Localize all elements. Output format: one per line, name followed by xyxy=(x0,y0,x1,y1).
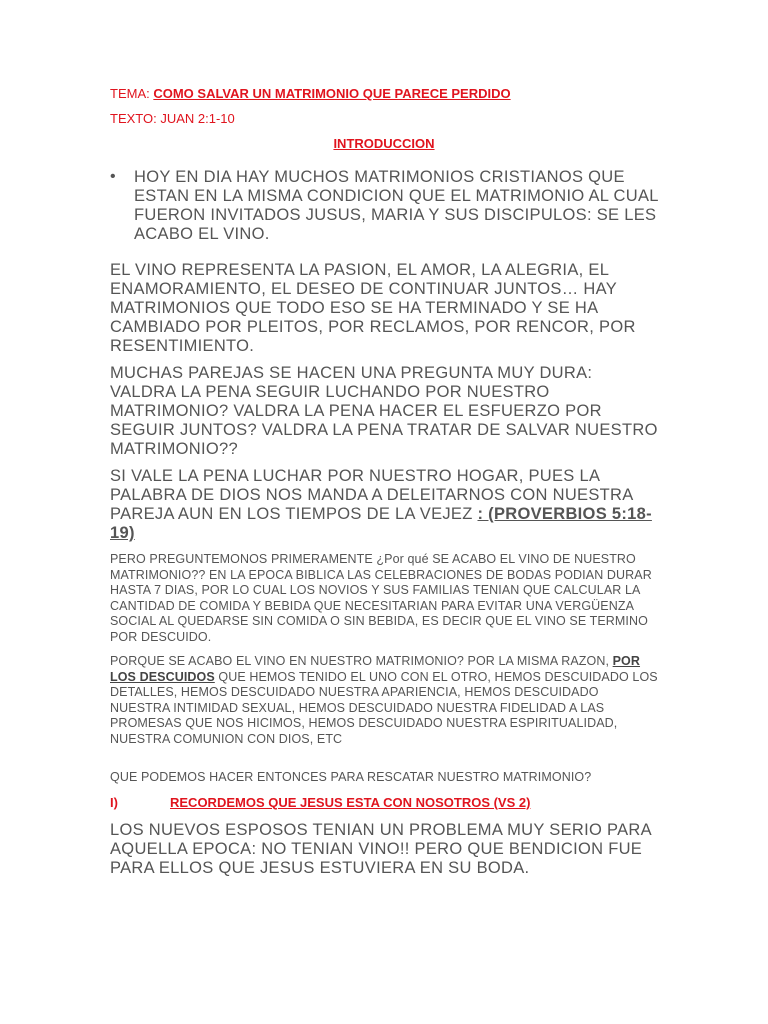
proverbios-reference: : (PROVERBIOS 5:18-19) xyxy=(110,505,652,542)
tema-label: TEMA: xyxy=(110,86,154,101)
paragraph-descuidos-end: QUE HEMOS TENIDO EL UNO CON EL OTRO, HEMOS DESCUIDADO LOS DETALLES, HEMOS DESCUIDADO NUESTRA APARIENCIA, HEMOS DESCUIDADO NUESTRA INTIMIDAD SEXUAL, HEMOS DESCUIDADO NUESTRA FIDELIDAD A LAS PROMESAS QUE NOS HICIMOS, HEMOS DESCUIDADO NUESTRA ESPIRITUALIDAD, NUESTRA COMUNION CON DIOS, ETC xyxy=(110,669,658,746)
bullet-dot-icon: • xyxy=(110,168,116,185)
paragraph-vino: EL VINO REPRESENTA LA PASION, EL AMOR, LA ALEGRIA, EL ENAMORAMIENTO, EL DESEO DE CONTINUAR JUNTOS… HAY MATRIMONIOS QUE TODO ESO SE HA TERMINADO Y SE HA CAMBIADO POR PLEITOS, POR RECLAMOS, POR RENCOR, POR RESENTIMIENTO. xyxy=(110,261,636,355)
section-number: I) xyxy=(110,795,118,810)
paragraph-vale-la-pena xyxy=(110,467,662,543)
tema-title: COMO SALVAR UN MATRIMONIO QUE PARECE PERDIDO xyxy=(153,86,511,101)
paragraph-rescatar: QUE PODEMOS HACER ENTONCES PARA RESCATAR NUESTRO MATRIMONIO? xyxy=(110,770,592,784)
paragraph-vale-la-pena-text: SI VALE LA PENA LUCHAR POR NUESTRO HOGAR, PUES LA PALABRA DE DIOS NOS MANDA A DELEITARNOS CON NUESTRA PAREJA AUN EN LOS TIEMPOS DE LA VEJEZ xyxy=(110,467,633,523)
paragraph-descuidos xyxy=(110,654,658,748)
paragraph-preguntas: MUCHAS PAREJAS SE HACEN UNA PREGUNTA MUY DURA: VALDRA LA PENA SEGUIR LUCHANDO POR NUESTRO MATRIMONIO? VALDRA LA PENA HACER EL ESFUERZO POR SEGUIR JUNTOS? VALDRA LA PENA TRATAR DE SALVAR NUESTRO MATRIMONIO?? xyxy=(110,364,658,458)
texto-line: TEXTO: JUAN 2:1-10 xyxy=(110,111,235,126)
introduccion-heading: INTRODUCCION xyxy=(333,136,435,151)
tema-line xyxy=(110,86,511,101)
section-title: RECORDEMOS QUE JESUS ESTA CON NOSOTROS (VS 2) xyxy=(170,795,531,810)
paragraph-descuidos-start: PORQUE SE ACABO EL VINO EN NUESTRO MATRIMONIO? POR LA MISMA RAZON, xyxy=(110,654,613,668)
por-los-descuidos-emphasis: POR LOS DESCUIDOS xyxy=(110,654,641,684)
bullet-text: HOY EN DIA HAY MUCHOS MATRIMONIOS CRISTIANOS QUE ESTAN EN LA MISMA CONDICION QUE EL MATRIMONIO AL CUAL FUERON INVITADOS JUSUS, MARIA Y SUS DISCIPULOS: SE LES ACABO EL VINO. xyxy=(134,168,659,243)
paragraph-epoca-biblica: PERO PREGUNTEMONOS PRIMERAMENTE ¿Por qué SE ACABO EL VINO DE NUESTRO MATRIMONIO?? EN LA EPOCA BIBLICA LAS CELEBRACIONES DE BODAS PODIAN DURAR HASTA 7 DIAS, POR LO CUAL LOS NOVIOS Y SUS FAMILIAS TENIAN QUE CALCULAR LA CANTIDAD DE COMIDA Y BEBIDA QUE NECESITARIAN PARA EVITAR UNA VERGÜENZA SOCIAL AL QUEDARSE SIN COMIDA O SIN BEBIDA, ES DECIR QUE EL VINO SE TERMINO POR DESCUIDO. xyxy=(110,552,652,644)
paragraph-nuevos-esposos: LOS NUEVOS ESPOSOS TENIAN UN PROBLEMA MUY SERIO PARA AQUELLA EPOCA: NO TENIAN VINO!! PERO QUE BENDICION FUE PARA ELLOS QUE JESUS ESTUVIERA EN SU BODA. xyxy=(110,821,651,877)
